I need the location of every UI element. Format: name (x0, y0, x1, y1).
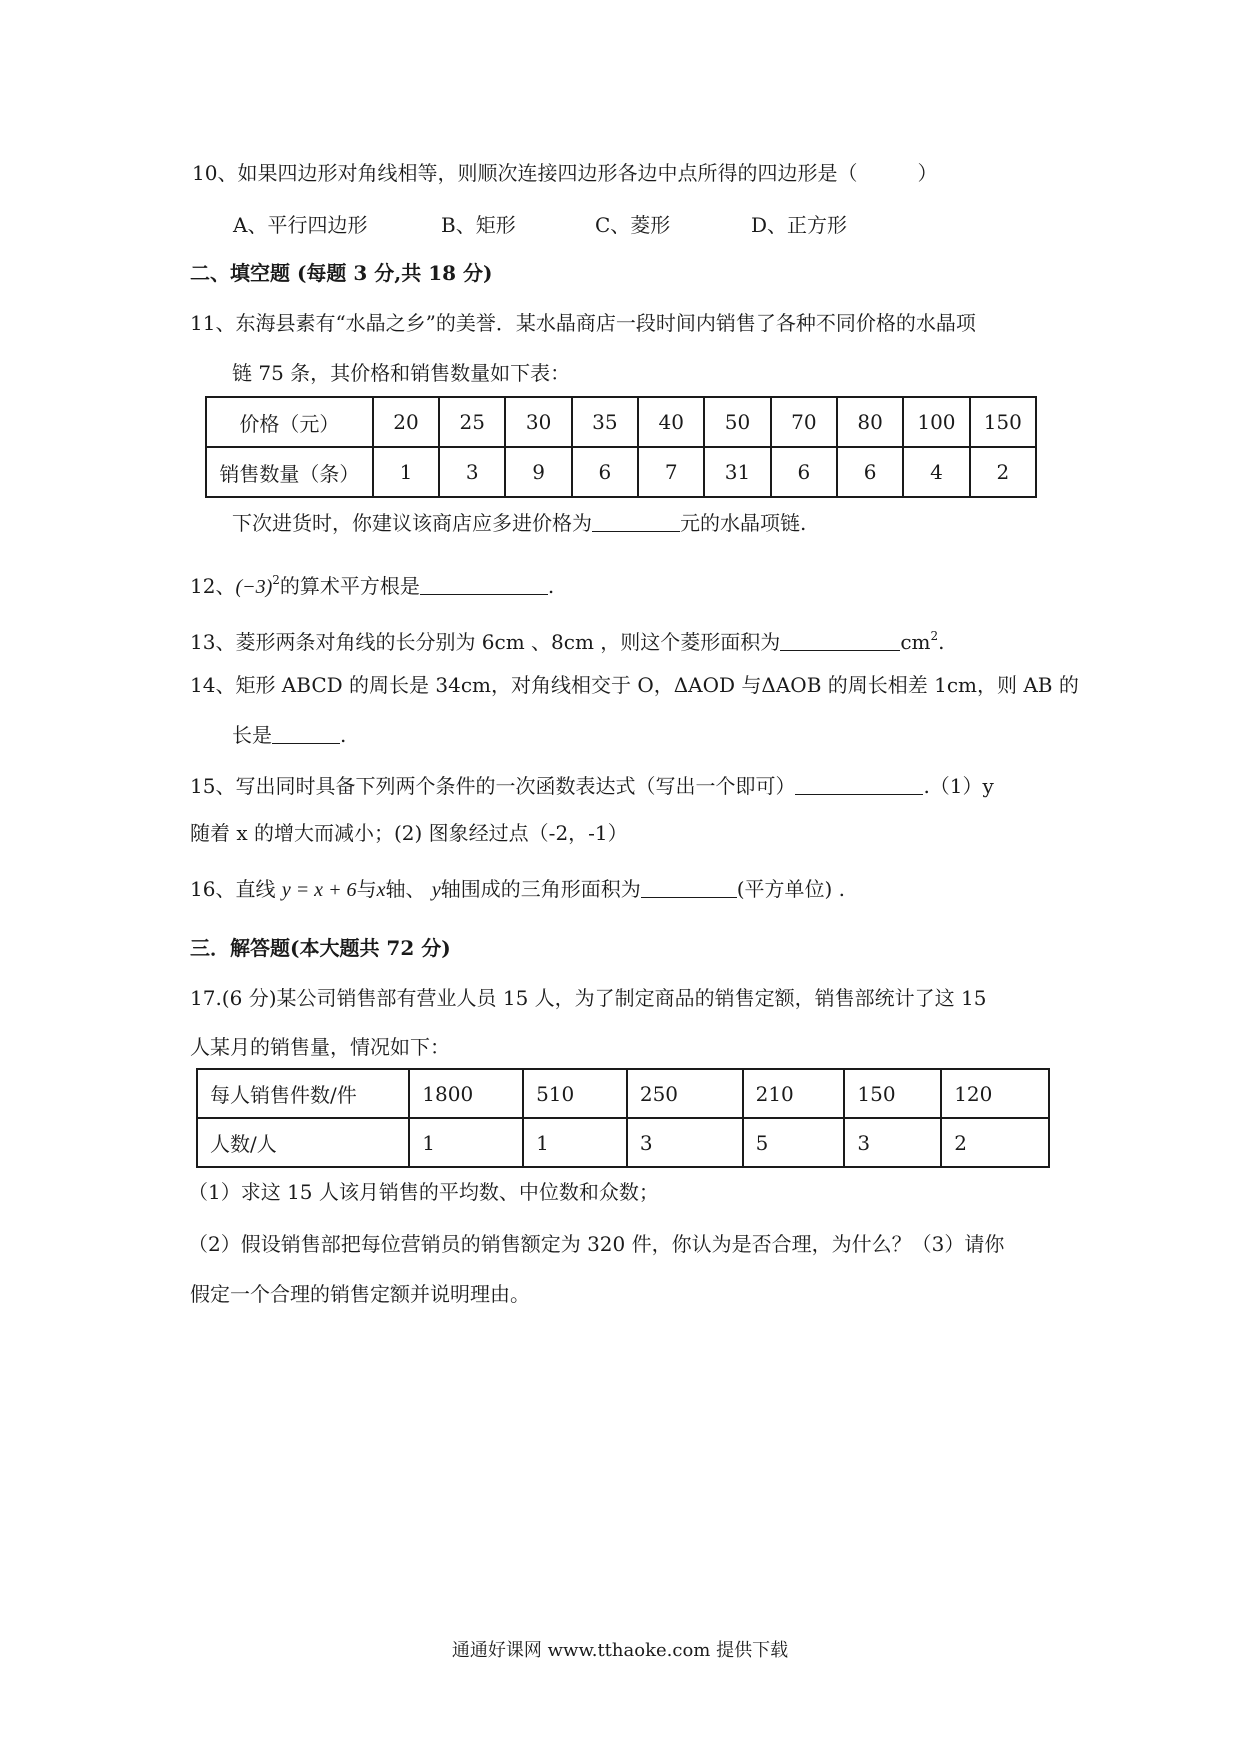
q13-text: 13、菱形两条对角线的长分别为 6cm 、8cm ，则这个菱形面积为 (190, 630, 781, 654)
q16-mid: 与 (356, 877, 377, 901)
q11-qty-cell: 4 (903, 447, 969, 497)
q17-row1-label: 每人销售件数/件 (197, 1069, 409, 1118)
q12-end: . (547, 574, 555, 598)
q12-expression: (−3) (235, 576, 273, 598)
q15-line1 (190, 771, 994, 801)
q11-price-cell: 35 (572, 397, 638, 447)
q17-row2-label: 人数/人 (197, 1118, 409, 1167)
q17-row1-cell: 510 (523, 1069, 627, 1118)
q11-line1: 11、东海县素有“水晶之乡”的美誉．某水晶商店一段时间内销售了各种不同价格的水晶项 (190, 311, 976, 335)
q17-row1-cell: 250 (627, 1069, 743, 1118)
q11-price-table (205, 396, 1037, 498)
section3-title: 三．解答题(本大题共 72 分) (190, 936, 451, 960)
q11-qty-label: 销售数量（条） (206, 447, 373, 497)
q12-suffix: 的算术平方根是 (279, 574, 420, 598)
q13-end: . (938, 630, 945, 654)
q17-row2-cell: 3 (627, 1118, 743, 1167)
q15-line1-b: .（1）y (923, 774, 994, 798)
q11-answer-blank[interactable] (592, 509, 680, 532)
q11-qty-cell: 6 (572, 447, 638, 497)
q17-row2-cell: 2 (941, 1118, 1049, 1167)
q17-row2-cell: 1 (409, 1118, 523, 1167)
q17-row1-cell: 150 (844, 1069, 941, 1118)
q11-price-label: 价格（元） (206, 397, 373, 447)
q12 (190, 565, 554, 602)
q16-equation: y = x + 6 (281, 879, 357, 901)
q11-qty-cell: 6 (837, 447, 903, 497)
q11-qty-cell: 2 (970, 447, 1036, 497)
q13 (190, 621, 944, 657)
q17-sales-row (197, 1069, 1049, 1118)
q16-suffix: (平方单位) . (736, 877, 846, 901)
q16-mid2: 轴、 (385, 877, 426, 901)
q11-qty-cell: 1 (373, 447, 439, 497)
q15-line1-a: 15、写出同时具备下列两个条件的一次函数表达式（写出一个即可） (190, 774, 796, 798)
q15-answer-blank[interactable] (795, 772, 923, 795)
section2-title: 二、填空题 (每题 3 分,共 18 分) (190, 261, 493, 285)
q11-price-cell: 20 (373, 397, 439, 447)
q10-option-b: B、矩形 (441, 213, 516, 237)
q17-sub2-b: 假定一个合理的销售定额并说明理由。 (190, 1282, 530, 1306)
q11-line2: 链 75 条，其价格和销售数量如下表： (232, 361, 571, 385)
q12-answer-blank[interactable] (420, 572, 548, 595)
q17-row2-cell: 3 (844, 1118, 941, 1167)
q17-sub2-a: （2）假设销售部把每位营销员的销售额定为 320 件，你认为是否合理，为什么？（3）请你 (188, 1232, 1005, 1256)
q11-price-cell: 30 (505, 397, 571, 447)
q11-after (232, 508, 806, 538)
q13-answer-blank[interactable] (780, 628, 900, 651)
q11-qty-cell: 7 (638, 447, 704, 497)
q16-mid3: 轴围成的三角形面积为 (440, 877, 641, 901)
q11-qty-cell: 6 (771, 447, 837, 497)
q14-line1: 14、矩形 ABCD 的周长是 34cm，对角线相交于 O，ΔAOD 与ΔAOB 的周长相差 1cm，则 AB 的 (190, 673, 1079, 697)
q12-prefix: 12、 (190, 574, 236, 598)
q10-option-a: A、平行四边形 (233, 213, 368, 237)
q11-qty-cell: 31 (704, 447, 770, 497)
q11-qty-cell: 9 (505, 447, 571, 497)
q11-price-cell: 50 (704, 397, 770, 447)
q11-after-text-a: 下次进货时，你建议该商店应多进价格为 (232, 511, 592, 535)
q10-option-c: C、菱形 (595, 213, 671, 237)
q17-people-row (197, 1118, 1049, 1167)
q10-text: 10、如果四边形对角线相等，则顺次连接四边形各边中点所得的四边形是（ ） (192, 161, 938, 185)
q17-row1-cell: 120 (941, 1069, 1049, 1118)
q17-line2: 人某月的销售量，情况如下： (190, 1035, 450, 1059)
q14-answer-blank[interactable] (272, 721, 340, 744)
q17-row1-cell: 210 (743, 1069, 845, 1118)
q16-x-var: x (376, 879, 386, 901)
q11-after-text-b: 元的水晶项链. (680, 511, 807, 535)
q17-row2-cell: 5 (743, 1118, 845, 1167)
q16 (190, 874, 845, 905)
q11-price-cell: 150 (970, 397, 1036, 447)
q11-price-cell: 70 (771, 397, 837, 447)
q12-exponent: 2 (272, 573, 280, 587)
q17-line1: 17.(6 分)某公司销售部有营业人员 15 人，为了制定商品的销售定额，销售部统计了这 15 (190, 986, 987, 1010)
q17-sub1: （1）求这 15 人该月销售的平均数、中位数和众数； (188, 1180, 659, 1204)
q11-price-cell: 100 (903, 397, 969, 447)
q15-line2: 随着 x 的增大而减小；(2) 图象经过点（-2，-1） (190, 821, 628, 845)
q11-price-cell: 80 (837, 397, 903, 447)
q10-option-d: D、正方形 (751, 213, 848, 237)
q14-line2 (232, 720, 346, 750)
footer-text: 通通好课网 www.tthaoke.com 提供下载 (451, 1640, 789, 1661)
q11-qty-row (206, 447, 1036, 497)
q17-row2-cell: 1 (523, 1118, 627, 1167)
q14-line2-b: . (340, 723, 347, 747)
q11-price-cell: 40 (638, 397, 704, 447)
q11-qty-cell: 3 (439, 447, 505, 497)
q17-sales-table (196, 1068, 1050, 1168)
q16-y-var: y (431, 879, 441, 901)
q11-price-cell: 25 (439, 397, 505, 447)
q16-prefix: 16、直线 (190, 877, 276, 901)
q13-exponent: 2 (930, 629, 939, 643)
q13-unit: cm (900, 630, 931, 654)
q16-answer-blank[interactable] (641, 875, 737, 898)
q11-price-row (206, 397, 1036, 447)
q17-row1-cell: 1800 (409, 1069, 523, 1118)
q14-line2-a: 长是 (232, 723, 272, 747)
